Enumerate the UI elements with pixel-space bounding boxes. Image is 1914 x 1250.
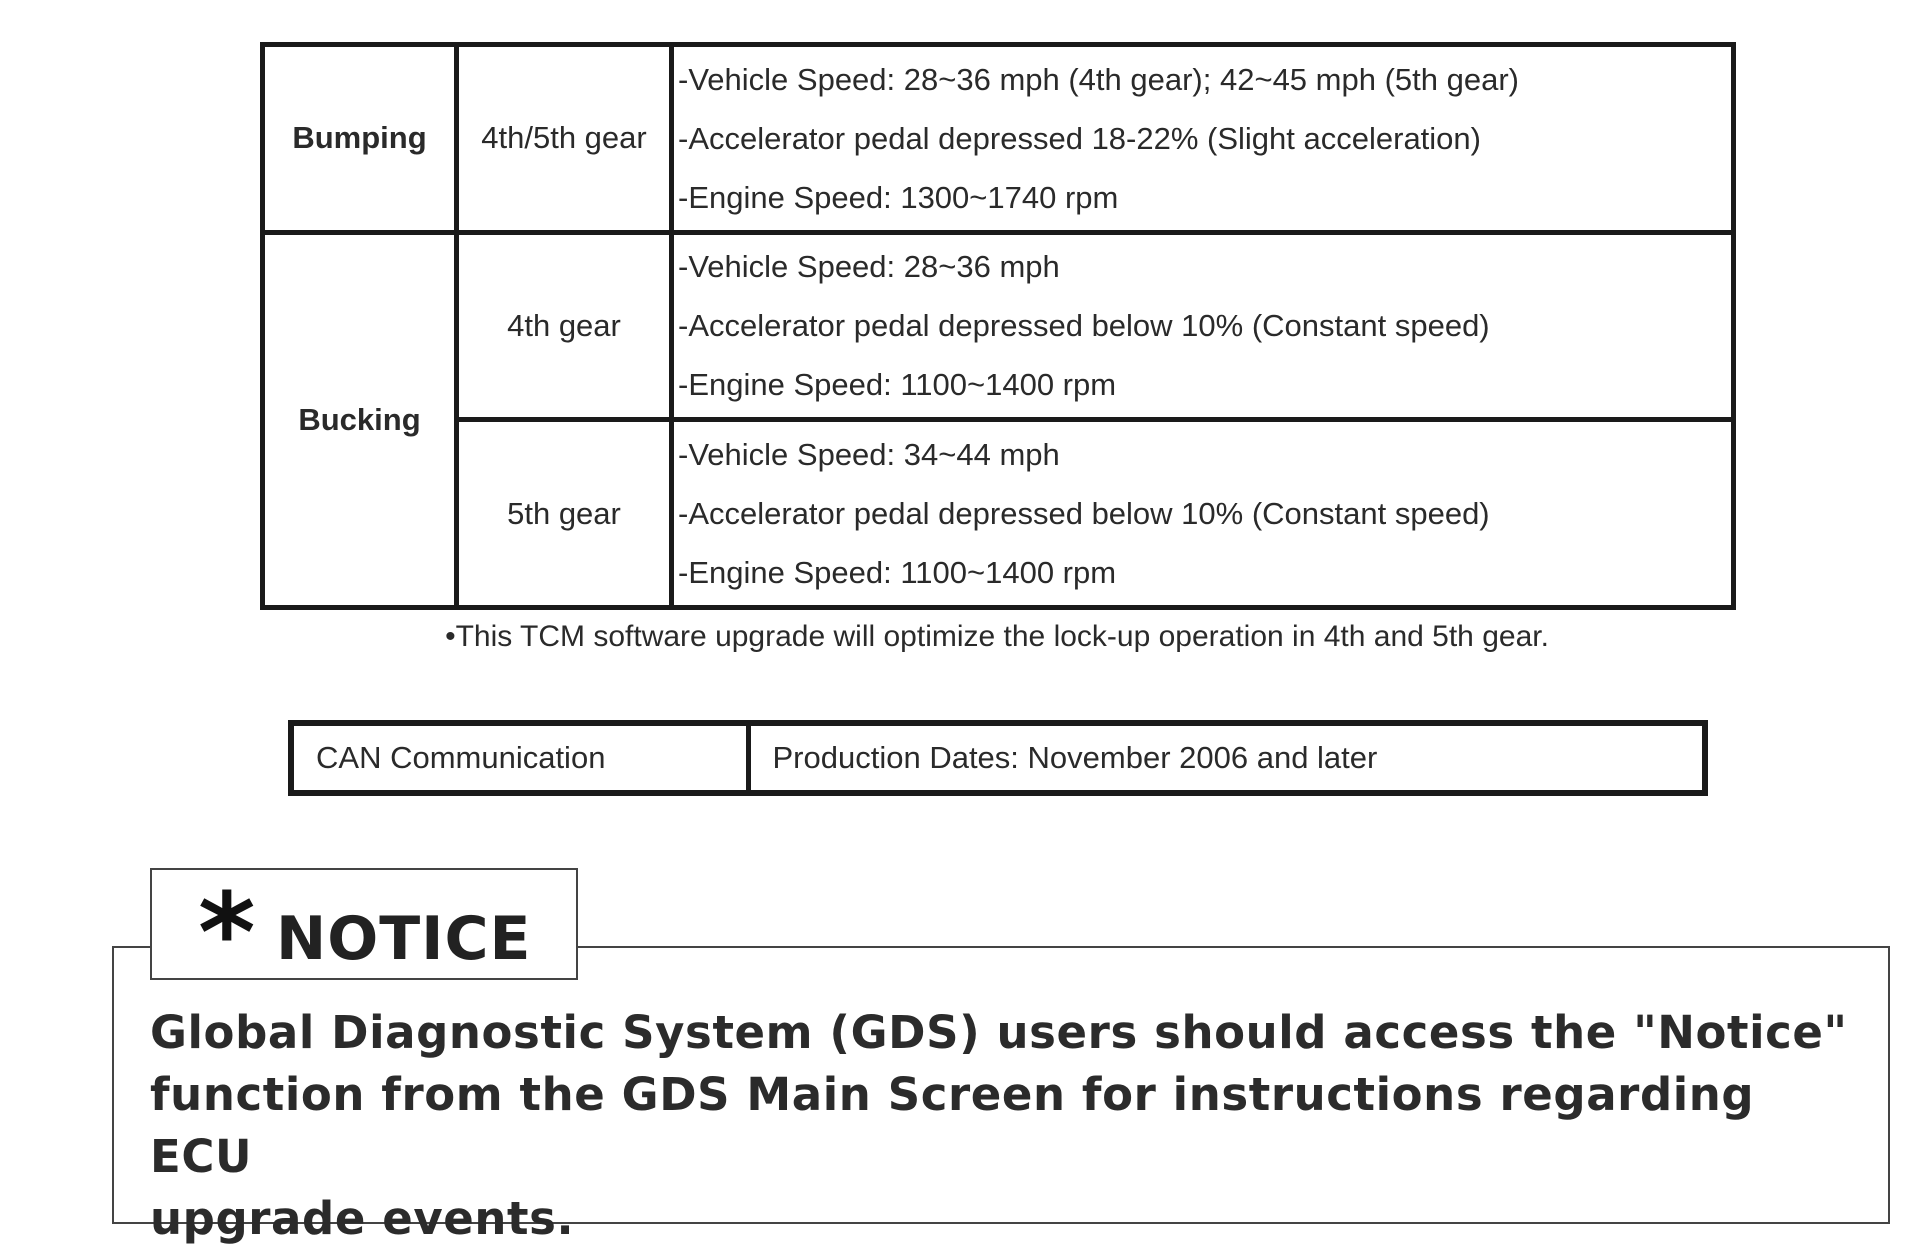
asterisk-icon: * [198,869,256,997]
gear-cell: 5th gear [457,420,672,608]
condition-line: -Vehicle Speed: 28~36 mph (4th gear); 42~45 mph (5th gear) [678,61,1519,97]
notice-line: function from the GDS Main Screen for instructions regarding ECU [150,1068,1755,1183]
conditions-cell [672,232,1734,420]
conditions-cell [672,420,1734,608]
table-row [263,45,1734,233]
condition-line: -Accelerator pedal depressed below 10% (Constant speed) [678,308,1490,344]
condition-table [260,42,1736,610]
symptom-bumping: Bumping [263,45,457,233]
notice-text [150,1002,1850,1250]
gear-cell: 4th gear [457,232,672,420]
condition-line: -Accelerator pedal depressed 18-22% (Slight acceleration) [678,120,1481,156]
symptom-bucking: Bucking [263,232,457,607]
condition-line: -Accelerator pedal depressed below 10% (Constant speed) [678,496,1490,532]
table-row [291,723,1705,793]
gear-cell: 4th/5th gear [457,45,672,233]
notice-title: NOTICE [276,904,532,974]
can-communication-table [288,720,1708,796]
table-row [263,232,1734,420]
condition-line: -Engine Speed: 1300~1740 rpm [678,179,1119,215]
condition-line: -Vehicle Speed: 34~44 mph [678,437,1060,473]
condition-line: -Engine Speed: 1100~1400 rpm [678,555,1117,591]
notice-line: Global Diagnostic System (GDS) users should access the "Notice" [150,1006,1848,1059]
table-row [263,420,1734,608]
notice-line: upgrade events. [150,1192,575,1245]
conditions-cell [672,45,1734,233]
tcm-upgrade-note: •This TCM software upgrade will optimize the lock-up operation in 4th and 5th gear. [445,620,1549,653]
notice-header [150,868,578,997]
can-communication-label: CAN Communication [291,723,748,793]
condition-line: -Vehicle Speed: 28~36 mph [678,249,1060,285]
condition-line: -Engine Speed: 1100~1400 rpm [678,367,1117,403]
production-dates-label: Production Dates: November 2006 and later [748,723,1705,793]
